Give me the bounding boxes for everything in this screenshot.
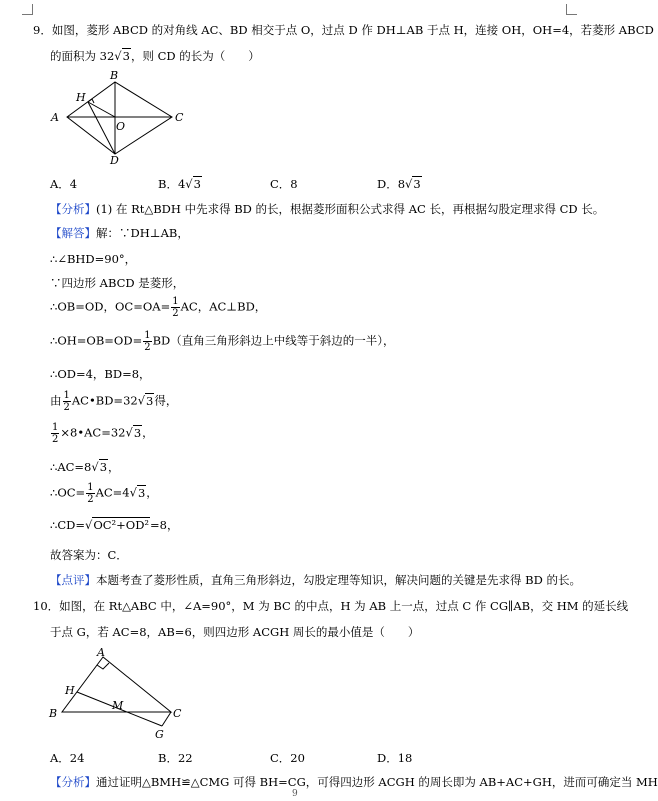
analysis-tag: 【分析】 [50,202,96,216]
q10-option-b[interactable]: B．22 [158,751,193,765]
q9-answer-start: 【解答】解：∵DH⊥AB， [50,226,189,240]
page-number: 9 [292,789,298,799]
q9-option-a[interactable]: A．4 [50,177,78,191]
q10-label-h: H [65,684,75,697]
comment-tag: 【点评】 [50,573,96,587]
q9-stem-line2: 的面积为 32√3，则 CD 的长为（ ） [50,49,260,63]
q10-label-m: M [112,699,124,712]
q10-label-a: A [97,646,105,659]
q9-label-o: O [116,120,126,133]
q9-step-9: ∴OC= $\frac{1}{2}$ AC=4√3， [50,482,158,505]
q9-comment: 【点评】本题考查了菱形性质，直角三角形斜边，勾股定理等知识，解决问题的关键是先求得 BD 的长。 [50,573,581,587]
q9-step-7: $\frac{1}{2}$ ×8•AC=32√3， [52,422,154,445]
q9-label-a: A [51,111,59,124]
q10-stem-line2: 于点 G，若 AC=8，AB=6，则四边形 ACGH 周长的最小值是（ ） [50,625,420,639]
q9-step-10: ∴CD=√OC²+OD²=8， [50,518,179,532]
q10-label-g: G [155,728,164,741]
q10-option-a[interactable]: A．24 [50,751,85,765]
corner-mark-top-right [566,4,577,15]
q9-option-c[interactable]: C．8 [270,177,298,191]
q9-analysis: 【分析】(1) 在 Rt△BDH 中先求得 BD 的长，根据菱形面积公式求得 AC 长，再根据勾股定理求得 CD 长。 [50,202,605,216]
q9-label-b: B [110,69,119,82]
q10-triangle-figure [45,645,195,740]
q9-final-answer: 故答案为：C． [50,548,128,562]
q10-analysis: 【分析】通过证明△BMH≌△CMG 可得 BH=CG，可得四边形 ACGH 的周长即为 AB+AC+GH，进而可确定当 MH [50,775,658,789]
q9-step-8: ∴AC=8√3， [50,460,120,474]
q9-step-6: 由 $\frac{1}{2}$ AC•BD=32√3得， [50,390,178,413]
corner-mark-top-left [22,4,33,15]
q9-label-d: D [110,154,119,167]
q9-step-1: ∴∠BHD=90°， [50,252,137,266]
q9-step-5: ∴OD=4，BD=8， [50,367,151,381]
q9-rhombus-figure [45,70,195,165]
answer-tag: 【解答】 [50,226,96,240]
q9-step-3: ∴OB=OD，OC=OA= $\frac{1}{2}$ AC，AC⊥BD， [50,296,267,319]
q9-option-d[interactable]: D．8√3 [377,177,421,191]
analysis-tag: 【分析】 [50,775,96,789]
q10-label-b: B [49,707,58,720]
q10-option-d[interactable]: D．18 [377,751,413,765]
q10-stem-line1: 10．如图，在 Rt△ABC 中，∠A=90°，M 为 BC 的中点，H 为 AB 上一点，过点 C 作 CG∥AB，交 HM 的延长线 [33,599,629,613]
q9-option-b[interactable]: B．4√3 [158,177,201,191]
q10-option-c[interactable]: C．20 [270,751,305,765]
q9-stem-line1: 9．如图，菱形 ABCD 的对角线 AC、BD 相交于点 O，过点 D 作 DH⊥AB 于点 H，连接 OH，OH=4，若菱形 ABCD [33,23,654,37]
q9-label-c: C [175,111,184,124]
q9-label-h: H [76,91,86,104]
q10-label-c: C [173,707,182,720]
q9-step-2: ∵四边形 ABCD 是菱形， [50,276,185,290]
q9-step-4: ∴OH=OB=OD= $\frac{1}{2}$ BD（直角三角形斜边上中线等于斜边的一半）， [50,330,395,353]
